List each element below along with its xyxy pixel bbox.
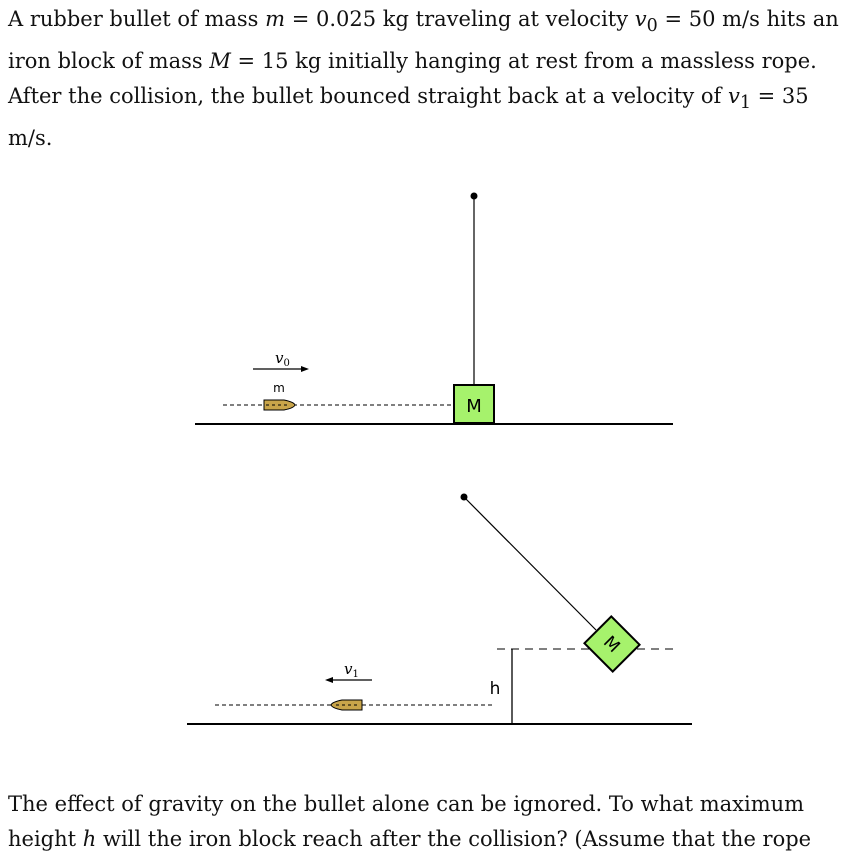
v0-symbol: v [634,7,647,31]
height-label: h [489,679,501,699]
bullet-label-top: m [273,381,285,395]
v1-symbol: v [727,84,740,109]
scene-before [195,193,673,425]
bullet-bottom [331,700,362,710]
rope-bottom [464,497,596,630]
block-label-top: M [466,396,482,417]
block-label-bottom: M [599,632,624,657]
height-h-symbol: h [82,827,97,851]
velocity-label-bottom: $v_1$ [344,660,359,680]
mass-M-symbol: M [209,49,231,74]
problem-intro: A rubber bullet of mass m = 0.025 kg traveling at velocity $v_0 = 50$ m/s hits an iron block of mass M = 15 kg initially hanging at rest from a massless rope. After the collision, the bullet bounced straight back at a velocity of $v_1 = 35$ m/s. [8,7,839,151]
problem-question: The effect of gravity on the bullet alone can be ignored. To what maximum height h will the iron block reach after the collision? (Assume that the rope [8,792,812,851]
mass-m-symbol: m [265,7,286,31]
velocity-label-top: $v_0$ [275,349,290,369]
scene-after [187,494,692,725]
pivot-top [471,193,478,200]
